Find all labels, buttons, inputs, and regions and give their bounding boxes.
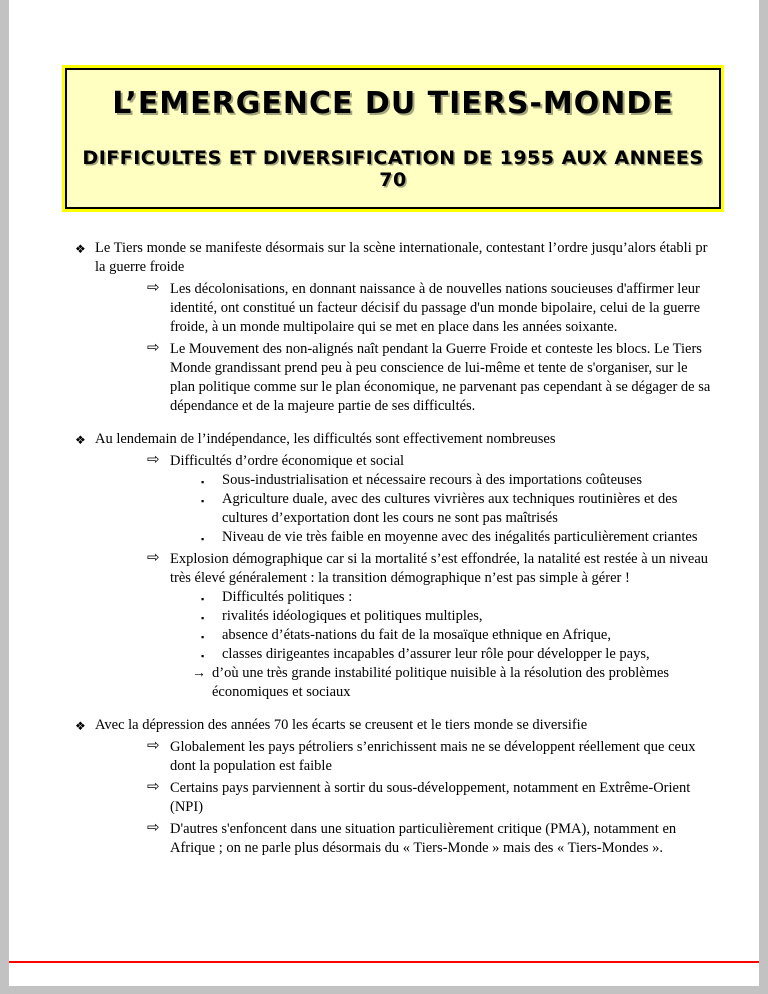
- footer-divider: [9, 961, 759, 963]
- item-text: Le Tiers monde se manifeste désormais sur la scène internationale, contestant l’ordre jusqu’alors établi pr la guerre froide: [95, 240, 708, 275]
- list-item-level-3: [9, 471, 759, 490]
- list-item-level-3: [9, 607, 759, 626]
- square-bullet-icon: ▪: [201, 496, 205, 506]
- arrow-bullet-icon: ⇨: [147, 738, 160, 754]
- document-subtitle: DIFFICULTES ET DIVERSIFICATION DE 1955 AUX ANNEES 70: [82, 147, 704, 191]
- list-item-level-1: [9, 239, 759, 277]
- list-item-level-2: [9, 779, 759, 817]
- arrow-bullet-icon: ⇨: [147, 820, 160, 836]
- arrow-bullet-icon: ⇨: [147, 452, 160, 468]
- list-item-level-3: [9, 645, 759, 664]
- list-item-level-1: [9, 716, 759, 735]
- item-text: Sous-industrialisation et nécessaire recours à des importations coûteuses: [222, 472, 642, 488]
- document-page: [9, 0, 759, 986]
- square-bullet-icon: ▪: [201, 477, 205, 487]
- item-text: D'autres s'enfoncent dans une situation particulièrement critique (PMA), notamment en Afrique ; on ne parle plus désormais du « Tiers-Monde » mais des « Tiers-Mondes ».: [170, 821, 677, 856]
- square-bullet-icon: ▪: [201, 594, 205, 604]
- list-item-level-2: [9, 550, 759, 588]
- right-arrow-icon: →: [192, 666, 206, 681]
- list-item-level-2: [9, 738, 759, 776]
- item-text: Agriculture duale, avec des cultures vivrières aux techniques routinières et des cultures d’exportation dont les cours ne sont pas maîtrisés: [222, 491, 678, 526]
- item-text: rivalités idéologiques et politiques multiples,: [222, 608, 483, 624]
- arrow-bullet-icon: ⇨: [147, 280, 160, 296]
- list-item-level-2: [9, 280, 759, 337]
- item-text: classes dirigeantes incapables d’assurer leur rôle pour développer le pays,: [222, 646, 650, 662]
- item-text: Les décolonisations, en donnant naissance à de nouvelles nations soucieuses d'affirmer leur identité, ont constitué un facteur décisif du passage d'un monde bipolaire, celui de la guerre froide, à un monde multipolaire qui se met en place dans les années soixante.: [170, 281, 701, 335]
- item-text: Niveau de vie très faible en moyenne avec des inégalités particulièrement criantes: [222, 529, 698, 545]
- diamond-bullet-icon: ❖: [75, 242, 86, 256]
- list-item-level-4: [9, 664, 759, 702]
- diamond-bullet-icon: ❖: [75, 433, 86, 447]
- square-bullet-icon: ▪: [201, 632, 205, 642]
- item-text: Difficultés d’ordre économique et social: [170, 453, 405, 469]
- square-bullet-icon: ▪: [201, 651, 205, 661]
- item-text: d’où une très grande instabilité politique nuisible à la résolution des problèmes économiques et sociaux: [212, 665, 670, 700]
- item-text: Au lendemain de l’indépendance, les difficultés sont effectivement nombreuses: [95, 431, 556, 447]
- arrow-bullet-icon: ⇨: [147, 779, 160, 795]
- item-text: Explosion démographique car si la mortalité s’est effondrée, la natalité est restée à un niveau très élevé généralement : la transition démographique n’est pas simple à gérer !: [170, 551, 709, 586]
- item-text: Le Mouvement des non-alignés naît pendant la Guerre Froide et conteste les blocs. Le Tiers Monde grandissant prend peu à peu conscience de lui-même et tente de s'organiser, sur le plan politique comme sur le plan économique, ne parvenant pas cependant à se dégager de sa dépendance et de la majeure partie de ses difficultés.: [170, 341, 711, 414]
- item-text: Globalement les pays pétroliers s’enrichissent mais ne se développent réellement que ceux dont la population est faible: [170, 739, 696, 774]
- list-item-level-3: [9, 490, 759, 528]
- list-item-level-3: [9, 528, 759, 547]
- document-body: [9, 181, 759, 858]
- arrow-bullet-icon: ⇨: [147, 340, 160, 356]
- square-bullet-icon: ▪: [201, 613, 205, 623]
- item-text: Difficultés politiques :: [222, 589, 353, 605]
- item-text: absence d’états-nations du fait de la mosaïque ethnique en Afrique,: [222, 627, 611, 643]
- list-item-level-2: [9, 820, 759, 858]
- list-item-level-2: [9, 340, 759, 416]
- list-item-level-3: [9, 588, 759, 607]
- list-item-level-2: [9, 452, 759, 471]
- document-title: L’EMERGENCE DU TIERS-MONDE: [112, 86, 674, 121]
- diamond-bullet-icon: ❖: [75, 719, 86, 733]
- item-text: Certains pays parviennent à sortir du sous-développement, notamment en Extrême-Orient (NPI): [170, 780, 691, 815]
- square-bullet-icon: ▪: [201, 534, 205, 544]
- list-item-level-1: [9, 430, 759, 449]
- list-item-level-3: [9, 626, 759, 645]
- arrow-bullet-icon: ⇨: [147, 550, 160, 566]
- item-text: Avec la dépression des années 70 les écarts se creusent et le tiers monde se diversifie: [95, 717, 588, 733]
